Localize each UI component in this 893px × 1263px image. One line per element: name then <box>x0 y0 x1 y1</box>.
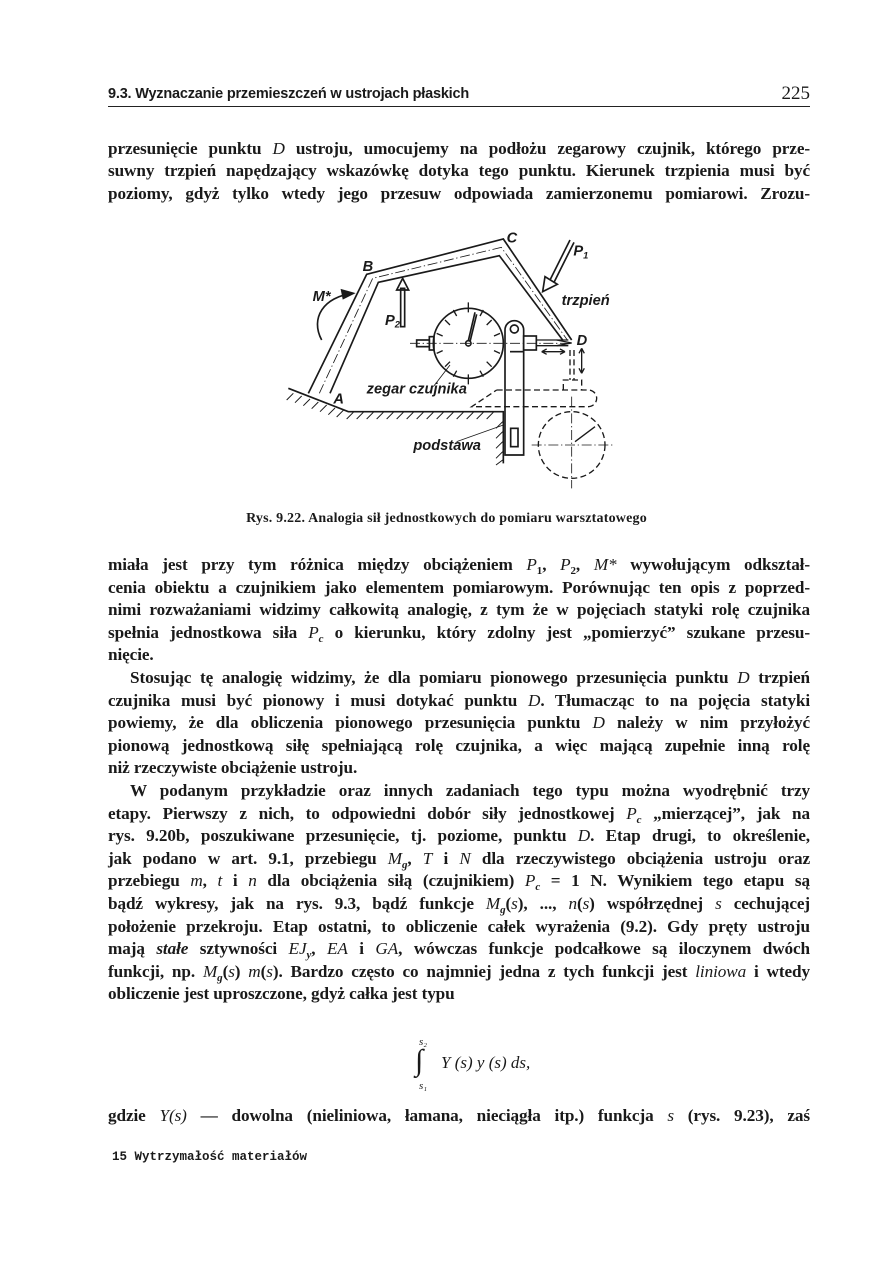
text-segment: m <box>248 961 261 981</box>
text-segment: s <box>511 894 518 913</box>
text-segment: D <box>577 826 591 846</box>
page-footer: 15 Wytrzymałość materiałów <box>112 1150 308 1164</box>
label-moment: M* <box>312 289 331 305</box>
text-segment: , <box>311 939 327 959</box>
text-segment: należy w nim przyłożyć <box>604 713 810 733</box>
integrand: Y (s) y (s) ds, <box>441 1053 531 1072</box>
text-segment: t <box>217 871 223 891</box>
text-segment: P <box>308 622 319 642</box>
text-line <box>108 984 810 1004</box>
text-segment: ( <box>222 961 229 981</box>
text-segment: i <box>222 871 249 891</box>
text-line <box>108 1106 810 1126</box>
integral-sign: ∫ <box>415 1044 424 1077</box>
text-segment: — dowolna (nieliniowa, łamana, nieciągła itp.) funkcja <box>186 1106 668 1125</box>
text-segment: i wtedy <box>746 961 810 981</box>
label-b: B <box>362 259 374 275</box>
text-segment: „mierzącej”, jak na <box>641 803 810 823</box>
text-segment: (rys. 9.23), zaś <box>673 1106 810 1125</box>
text-segment: EJ <box>288 939 307 959</box>
text-segment: ). Bardzo często co najmniej jedna z tych funkcji jest <box>272 961 696 981</box>
text-line <box>130 781 810 801</box>
text-segment: cechującej <box>721 894 810 913</box>
text-line <box>130 668 810 688</box>
frame-structure <box>308 239 571 393</box>
text-segment: P <box>524 871 536 891</box>
integral-formula <box>415 1036 615 1096</box>
text-line <box>108 758 810 778</box>
text-segment: M <box>387 848 402 868</box>
text-segment: g <box>402 858 408 871</box>
upper-limit: s₂ <box>419 1036 428 1048</box>
text-segment: P <box>526 555 537 574</box>
text-segment: wywołującym odkształ- <box>616 555 810 574</box>
text-line <box>108 917 810 937</box>
label-d: D <box>576 333 588 349</box>
text-segment: P <box>626 803 637 823</box>
text-segment: dla rzeczywistego obciążenia ustroju oraz <box>470 848 810 868</box>
text-line <box>108 645 810 665</box>
text-segment: o kierunku, który zdolny jest „pomierzyć” szukane przesu- <box>323 622 810 642</box>
text-segment: trzpień <box>749 668 811 687</box>
text-line <box>108 578 810 598</box>
text-segment: , <box>407 848 423 868</box>
text-segment: mają <box>108 939 157 959</box>
text-segment: ) współrzędnej <box>589 894 716 913</box>
running-header <box>108 83 810 107</box>
gauge-stand <box>505 321 572 455</box>
text-segment: EA <box>326 939 348 959</box>
text-segment: położenie przekroju. Etap ostatni, to obliczenie całek wyrażenia (9.2). Gdy pręty ustroju <box>108 916 810 936</box>
text-segment: nimi rozważaniami widzimy całkowitą analogię, z tym że w pojęciach statyki rolę czujnika <box>108 600 810 620</box>
text-segment: T <box>422 848 433 868</box>
text-segment: Stosując tę analogię widzimy, że dla pomiaru pionowego przesunięcia punktu <box>130 668 738 687</box>
text-segment: obliczenie jest uproszczone, gdyż całka jest typu <box>108 984 455 1004</box>
text-segment: przesunięcie punktu <box>108 139 273 158</box>
text-segment: liniowa <box>695 961 747 981</box>
text-segment: bądź wykresy, jak na rys. 9.3, bądź funkcje <box>108 894 486 913</box>
text-segment: ( <box>576 894 583 913</box>
text-segment: ) <box>234 961 249 981</box>
label-a: A <box>333 391 344 408</box>
text-segment: cenia obiektu a czujnikiem jako elementem pomiarowym. Porównując ten opis z poprzed- <box>108 577 810 597</box>
text-segment: czujnika musi być pionowy i musi dotykać punktu <box>108 690 528 710</box>
displacement-arrows <box>542 348 585 373</box>
text-line <box>108 691 810 711</box>
text-segment: 1 <box>536 565 543 577</box>
text-segment: = 1 N. Wynikiem tego etapu są <box>540 871 810 891</box>
text-segment: M* <box>593 555 617 574</box>
text-segment: GA <box>375 939 399 959</box>
text-segment: c <box>318 632 324 645</box>
text-segment: ), ..., <box>517 894 569 913</box>
text-segment: jak podano w art. 9.1, przebiegu <box>108 848 388 868</box>
text-segment: , wówczas funkcje podcałkowe są iloczynem dwóch <box>398 939 810 959</box>
text-segment: gdzie <box>108 1106 160 1125</box>
text-segment: powiemy, że dla obliczenia pionowego przesunięcia punktu <box>108 713 593 733</box>
text-segment: D <box>737 668 750 687</box>
text-segment: i <box>432 848 460 868</box>
text-segment: M <box>485 894 501 913</box>
label-p1: P1 <box>573 243 589 261</box>
text-segment: spełnia jednostkowa siła <box>108 622 309 642</box>
text-line <box>108 161 810 181</box>
text-segment: 2 <box>570 565 576 577</box>
text-line <box>108 736 810 756</box>
text-segment: s <box>582 894 590 913</box>
text-segment: etapy. Pierwszy z nich, to odpowiedni dobór siły jednostkowej <box>108 803 627 823</box>
text-segment: miała jest przy tym różnica między obciążeniem <box>108 555 527 574</box>
text-line <box>108 826 810 846</box>
dial-gauge <box>410 302 572 384</box>
dashed-alternate-gauge <box>472 350 614 488</box>
text-segment: n <box>568 894 577 913</box>
text-segment: N <box>459 848 471 868</box>
text-segment: D <box>272 139 285 158</box>
text-segment: g <box>500 904 506 916</box>
label-trzpien: trzpień <box>561 293 610 309</box>
lower-limit: s₁ <box>419 1080 428 1092</box>
text-segment: stałe <box>156 939 189 959</box>
text-segment: niż rzeczywiste obciążenie ustroju. <box>108 758 358 778</box>
text-segment: ( <box>260 961 267 981</box>
text-segment: W podanym przykładzie oraz innych zadaniach tego typu można wyodrębnić trzy <box>130 781 810 800</box>
label-p2: P2 <box>385 313 400 330</box>
text-segment: i <box>347 939 376 959</box>
text-line <box>108 713 810 733</box>
label-zegar-czujnika: zegar czujnika <box>366 381 467 398</box>
chapter-title: 9.3. Wyznaczanie przemieszczeń w ustrojach płaskich <box>108 86 470 102</box>
label-c: C <box>506 230 518 247</box>
text-segment: nięcie. <box>108 645 154 665</box>
figure-9-22 <box>270 225 670 525</box>
text-segment: ustroju, umocujemy na podłożu zegarowy czujnik, którego prze- <box>284 139 810 158</box>
text-segment: n <box>248 871 257 891</box>
label-podstawa: podstawa <box>413 438 481 454</box>
page-number: 225 <box>781 83 810 104</box>
text-segment: s <box>715 894 722 913</box>
text-segment: . Etap drugi, to określenie, <box>590 826 810 846</box>
text-segment: . Tłumacząc to na pojęcia statyki <box>540 690 810 710</box>
text-segment: poziomy, gdyż tylko wtedy jego przesuw odpowiada zamierzonemu pomiarowi. Zrozu- <box>108 184 810 203</box>
text-segment: przebiegu <box>108 871 191 891</box>
text-segment: Y(s) <box>159 1106 187 1125</box>
text-segment: M <box>202 961 218 981</box>
text-segment: , <box>202 871 218 891</box>
text-segment: s <box>266 961 273 981</box>
text-segment: ( <box>505 894 512 913</box>
text-segment: c <box>535 881 541 894</box>
text-segment: suwny trzpień napędzający wskazówkę dotyka tego punktu. Kierunek trzpienia musi być <box>108 161 810 180</box>
text-segment: funkcji, np. <box>108 961 203 981</box>
text-segment: g <box>217 971 223 984</box>
text-segment: , <box>575 555 594 574</box>
text-line <box>108 600 810 620</box>
text-segment: D <box>592 713 605 733</box>
text-segment: s <box>667 1106 674 1125</box>
text-segment: rys. 9.20b, poszukiwane przesunięcie, tj. poziome, punktu <box>108 826 578 846</box>
text-line <box>108 139 810 159</box>
text-segment: s <box>228 961 235 981</box>
figure-caption: Rys. 9.22. Analogia sił jednostkowych do pomiaru warsztatowego <box>246 511 647 526</box>
text-segment: c <box>636 813 642 826</box>
text-line <box>108 184 810 204</box>
text-segment: m <box>190 871 203 891</box>
text-segment: dla obciążenia siłą (czujnikiem) <box>256 871 525 891</box>
text-segment: y <box>306 949 312 962</box>
text-segment: , <box>542 555 561 574</box>
text-segment: D <box>528 690 541 710</box>
text-segment: pionową jednostkową siłę spełniającą rolę czujnika, a więc mającą zupełnie inną rolę <box>108 735 810 755</box>
text-segment: sztywności <box>188 939 289 959</box>
force-p1-arrow <box>543 240 574 292</box>
text-segment: P <box>560 555 571 574</box>
